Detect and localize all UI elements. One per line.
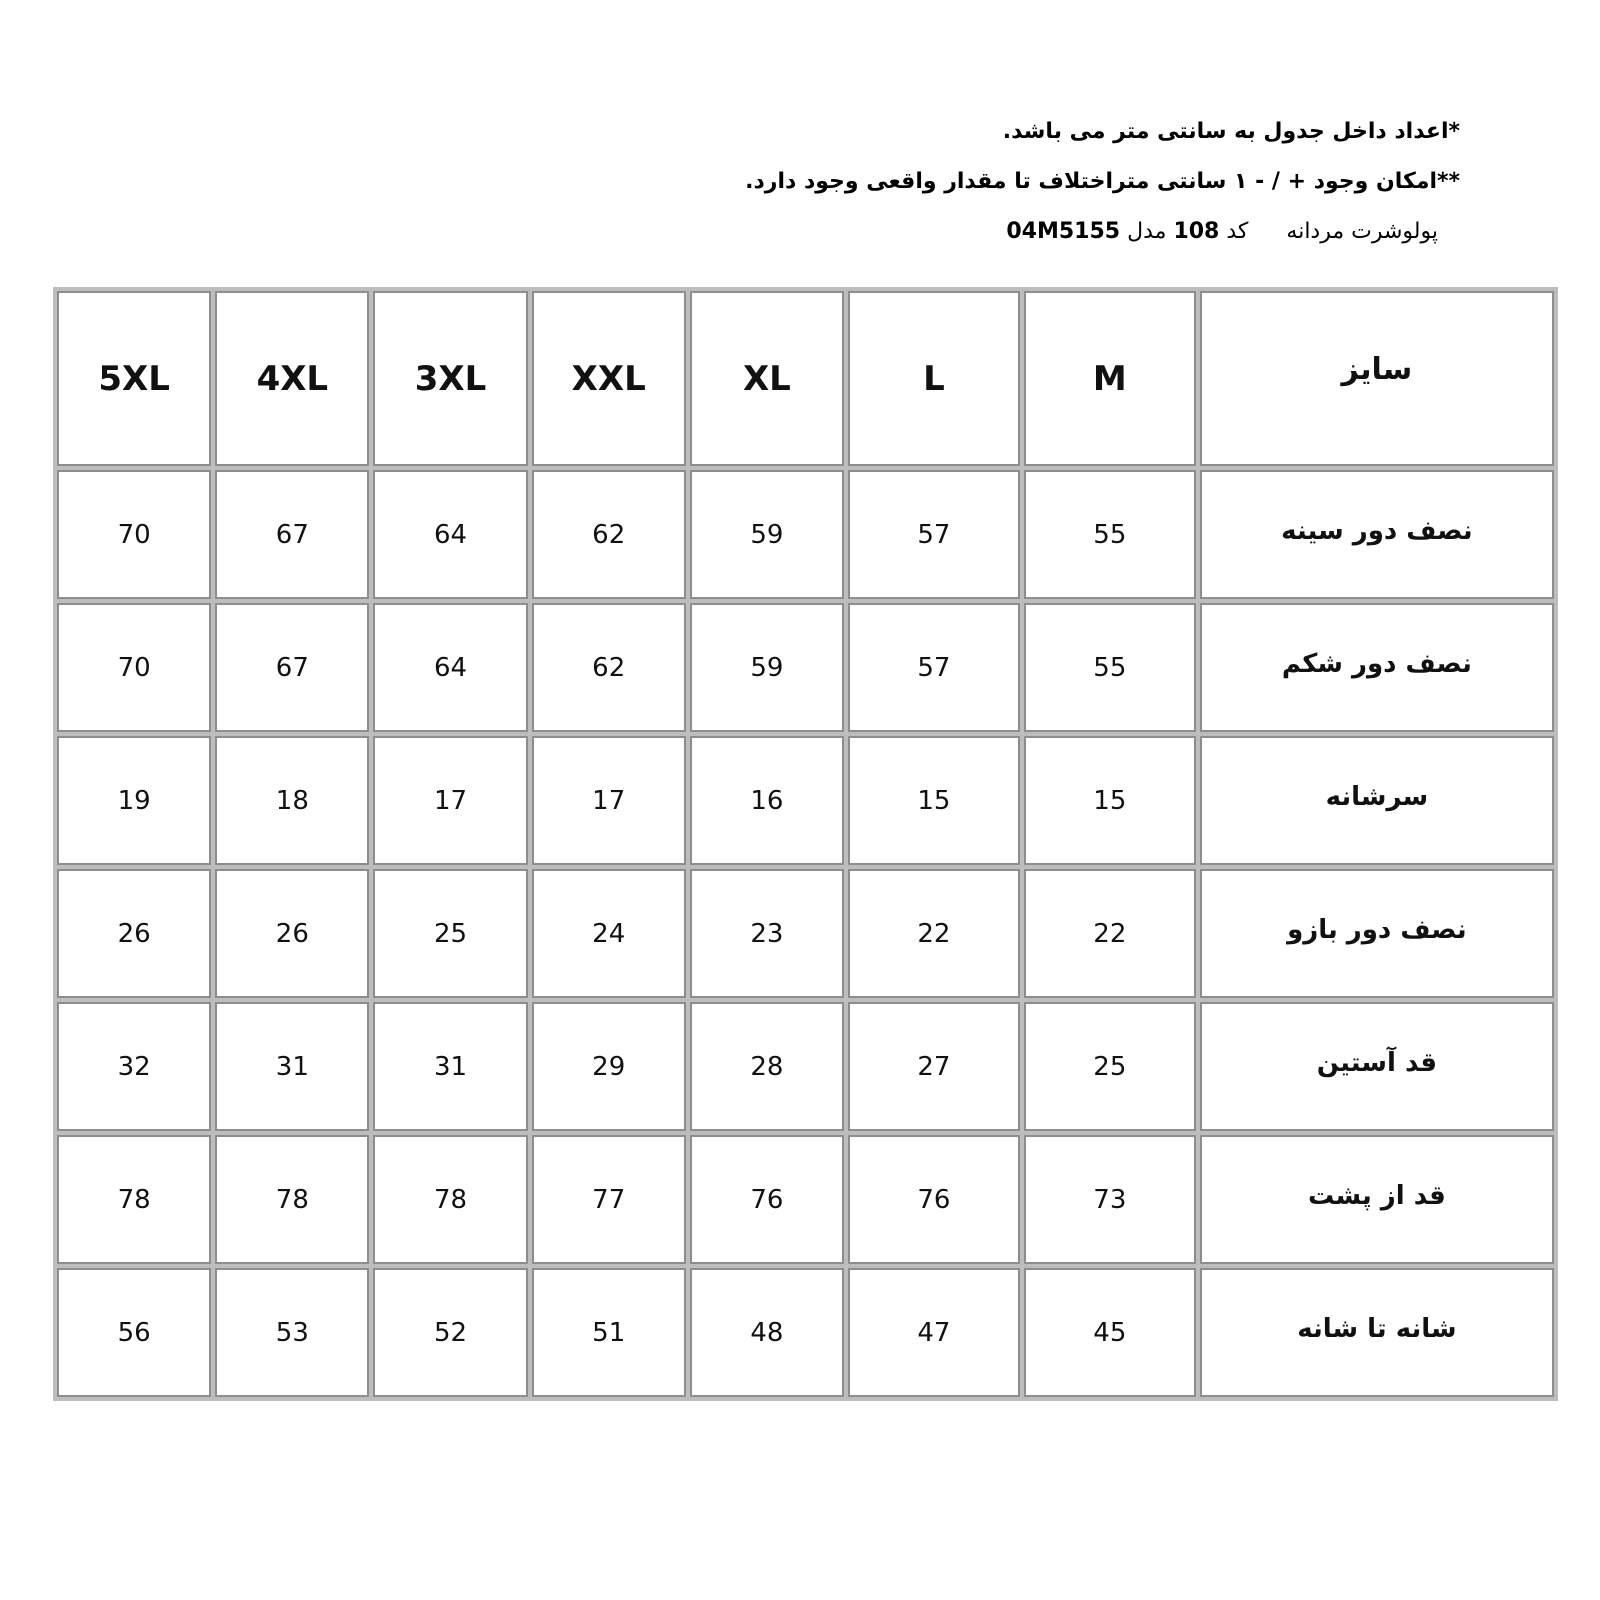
table-cell: 29: [532, 1002, 686, 1131]
size-header-4xl: 4XL: [215, 291, 369, 466]
size-header-3xl: 3XL: [373, 291, 527, 466]
table-cell: 73: [1024, 1135, 1196, 1264]
table-cell: 45: [1024, 1268, 1196, 1397]
size-header-xxl: XXL: [532, 291, 686, 466]
table-row: [57, 736, 1554, 865]
table-cell: 15: [848, 736, 1020, 865]
model-label: مدل: [1127, 219, 1167, 244]
table-cell: 22: [848, 869, 1020, 998]
header-size-label: سایز: [1200, 291, 1554, 466]
row-label: قد آستین: [1200, 1002, 1554, 1131]
table-row: [57, 1268, 1554, 1397]
table-cell: 24: [532, 869, 686, 998]
table-cell: 26: [215, 869, 369, 998]
size-header-l: L: [848, 291, 1020, 466]
table-cell: 57: [848, 603, 1020, 732]
table-cell: 22: [1024, 869, 1196, 998]
table-row: [57, 869, 1554, 998]
table-cell: 56: [57, 1268, 211, 1397]
table-cell: 19: [57, 736, 211, 865]
table-cell: 59: [690, 470, 844, 599]
row-label: قد از پشت: [1200, 1135, 1554, 1264]
table-cell: 28: [690, 1002, 844, 1131]
table-cell: 64: [373, 470, 527, 599]
table-cell: 76: [690, 1135, 844, 1264]
table-cell: 62: [532, 470, 686, 599]
model-value: 04M5155: [1006, 219, 1121, 244]
table-cell: 18: [215, 736, 369, 865]
table-cell: 67: [215, 603, 369, 732]
table-row: [57, 603, 1554, 732]
size-chart-table: [53, 287, 1558, 1401]
table-cell: 27: [848, 1002, 1020, 1131]
table-cell: 55: [1024, 603, 1196, 732]
table-cell: 25: [1024, 1002, 1196, 1131]
table-row: [57, 470, 1554, 599]
code-value: 108: [1173, 219, 1220, 244]
code-label: کد: [1226, 219, 1249, 244]
table-cell: 51: [532, 1268, 686, 1397]
table-cell: 17: [532, 736, 686, 865]
table-cell: 31: [215, 1002, 369, 1131]
table-cell: 70: [57, 470, 211, 599]
table-cell: 78: [215, 1135, 369, 1264]
table-cell: 78: [373, 1135, 527, 1264]
table-cell: 76: [848, 1135, 1020, 1264]
table-cell: 52: [373, 1268, 527, 1397]
product-name: پولوشرت مردانه: [1286, 219, 1438, 244]
table-cell: 64: [373, 603, 527, 732]
table-cell: 23: [690, 869, 844, 998]
size-header-m: M: [1024, 291, 1196, 466]
table-cell: 48: [690, 1268, 844, 1397]
table-cell: 32: [57, 1002, 211, 1131]
table-cell: 31: [373, 1002, 527, 1131]
table-cell: 67: [215, 470, 369, 599]
table-cell: 25: [373, 869, 527, 998]
table-cell: 62: [532, 603, 686, 732]
product-title: [700, 212, 1460, 262]
note-units: *اعداد داخل جدول به سانتی متر می باشد.: [1002, 119, 1460, 144]
table-cell: 17: [373, 736, 527, 865]
table-cell: 55: [1024, 470, 1196, 599]
table-cell: 53: [215, 1268, 369, 1397]
table-cell: 70: [57, 603, 211, 732]
row-label: سرشانه: [1200, 736, 1554, 865]
note-tolerance: **امکان وجود + / - ۱ سانتی متراختلاف تا مقدار واقعی وجود دارد.: [745, 169, 1460, 194]
table-cell: 57: [848, 470, 1020, 599]
table-cell: 78: [57, 1135, 211, 1264]
row-label: نصف دور سینه: [1200, 470, 1554, 599]
table-row: [57, 1002, 1554, 1131]
size-header-5xl: 5XL: [57, 291, 211, 466]
size-header-xl: XL: [690, 291, 844, 466]
table-cell: 59: [690, 603, 844, 732]
table-cell: 15: [1024, 736, 1196, 865]
row-label: نصف دور بازو: [1200, 869, 1554, 998]
table-row: [57, 1135, 1554, 1264]
notes-block: [700, 112, 1460, 262]
table-cell: 26: [57, 869, 211, 998]
table-cell: 16: [690, 736, 844, 865]
header-row: [57, 291, 1554, 466]
table-cell: 47: [848, 1268, 1020, 1397]
table-cell: 77: [532, 1135, 686, 1264]
row-label: نصف دور شکم: [1200, 603, 1554, 732]
row-label: شانه تا شانه: [1200, 1268, 1554, 1397]
